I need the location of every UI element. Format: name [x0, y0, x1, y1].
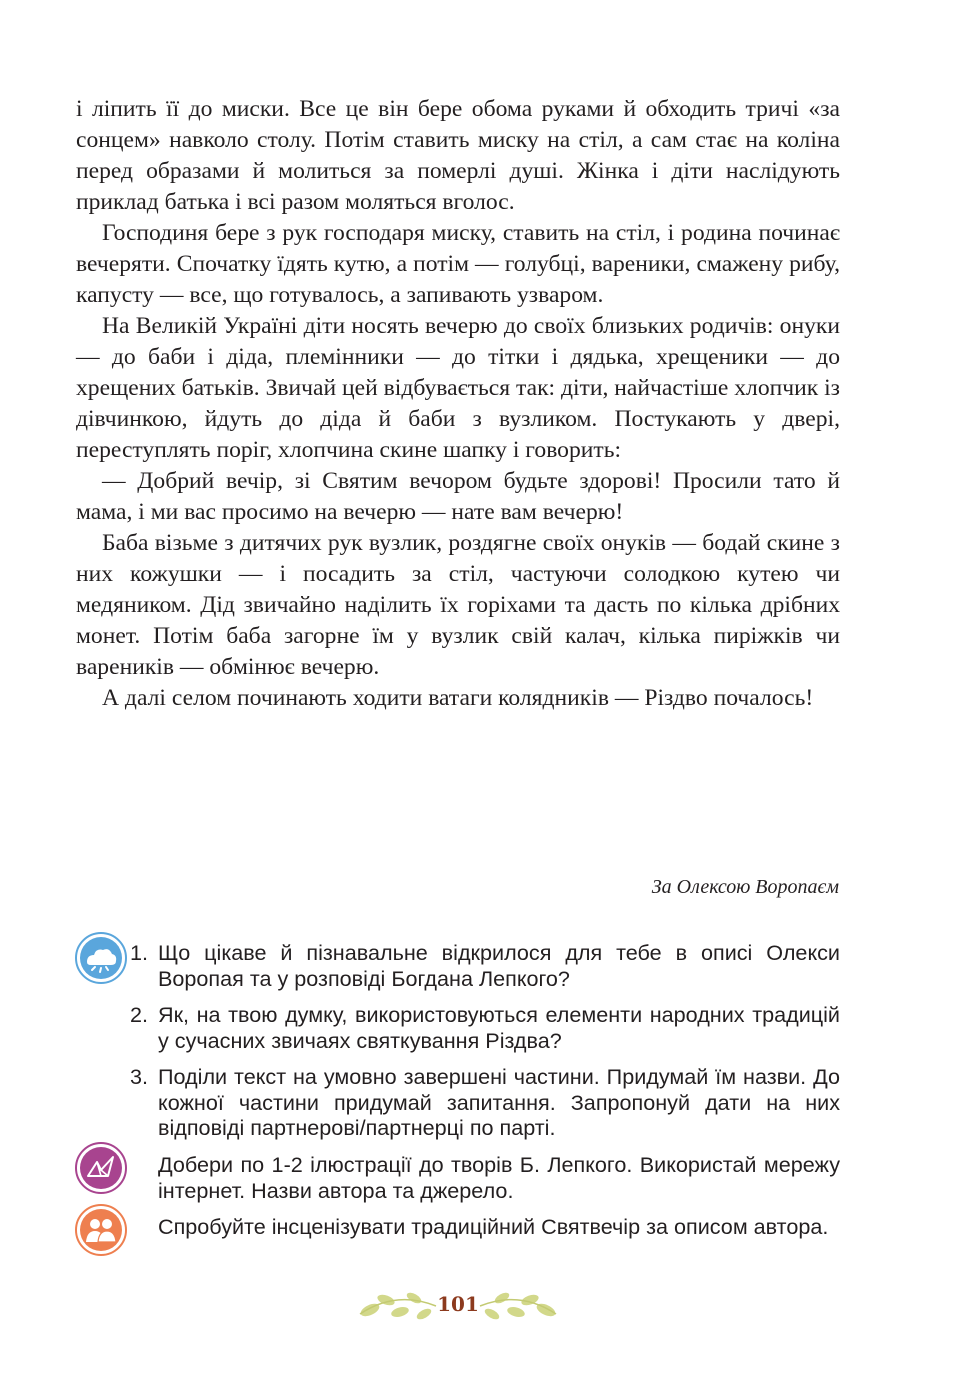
paragraph: Господиня бере з рук господаря миску, ставить на стіл, і родина починає вечеряти. Спочатку їдять кутю, а потім — голубці, вареники, смажену рибу, капусту — все, що готувалось, а запивають узваром.	[76, 220, 840, 308]
main-text	[76, 94, 840, 714]
question-text: Що цікаве й пізнавальне відкрилося для тебе в описі Олекси Воропая та у розповіді Богдана Лепкого?	[158, 940, 840, 991]
paragraph: На Великій Україні діти носять вечерю до своїх близьких родичів: онуки — до баби і діда, племінники — до тітки і дядька, хрещеники — до хрещених батьків. Звичай цей відбувається так: діти, найчастіше хлопчик із дівчинкою, йдуть до діда й баби з вузликом. Постукають у двері, переступлять поріг, хлопчина скине шапку і говорить:	[76, 313, 840, 463]
question-text: Як, на твою думку, використовуються елементи народних традицій у сучасних звичаях святкування Різдва?	[158, 1002, 840, 1053]
two-people-icon	[75, 1204, 127, 1256]
paragraph: — Добрий вечір, зі Святим вечором будьте здорові! Просили тато й мама, і ми вас просимо на вечерю — нате вам вечерю!	[76, 468, 840, 525]
question-1	[130, 940, 840, 991]
task-creative	[130, 1152, 840, 1203]
attribution: За Олексою Воропаєм	[651, 876, 839, 898]
paragraph: А далі селом починають ходити ватаги колядників — Різдво почалось!	[102, 685, 814, 711]
page-footer	[356, 1284, 560, 1328]
paper-crane-icon	[75, 1142, 127, 1194]
paragraph: і ліпить її до миски. Все це він бере обома руками й обходить тричі «за сонцем» навколо столу. Потім ставить миску на стіл, а сам стає на коліна перед образами й молиться за померлі душі. Жінка і діти наслідують приклад батька і всі разом моляться вголос.	[76, 96, 840, 215]
task-creative-text: Добери по 1-2 ілюстрації до творів Б. Лепкого. Використай мережу інтернет. Назви автора та джерело.	[158, 1152, 840, 1203]
task-group-text: Спробуйте інсценізувати традиційний Святвечір за описом автора.	[158, 1214, 829, 1239]
question-3	[130, 1064, 840, 1141]
page-number: 101	[437, 1292, 479, 1316]
paragraph: Баба візьме з дитячих рук вузлик, роздягне своїх онуків — бодай скине з них кожушки — і посадить за стіл, частуючи солодкою кутею чи медяником. Дід звичайно наділить їх горіхами та дасть по кілька дрібних монет. Потім баба загорне їм у вузлик свій калач, кілька пиріжків чи вареників — обмінює вечерю.	[76, 530, 840, 680]
question-number: 3.	[130, 1064, 149, 1089]
question-number: 2.	[130, 1002, 149, 1027]
cloud-think-icon	[75, 932, 127, 984]
question-number: 1.	[130, 940, 149, 965]
task-group	[130, 1214, 840, 1240]
question-2	[130, 1002, 840, 1053]
question-text: Поділи текст на умовно завершені частини. Придумай їм назви. До кожної частини придумай запитання. Запропонуй дати на них відповіді партнерові/партнерці по парті.	[158, 1064, 840, 1140]
